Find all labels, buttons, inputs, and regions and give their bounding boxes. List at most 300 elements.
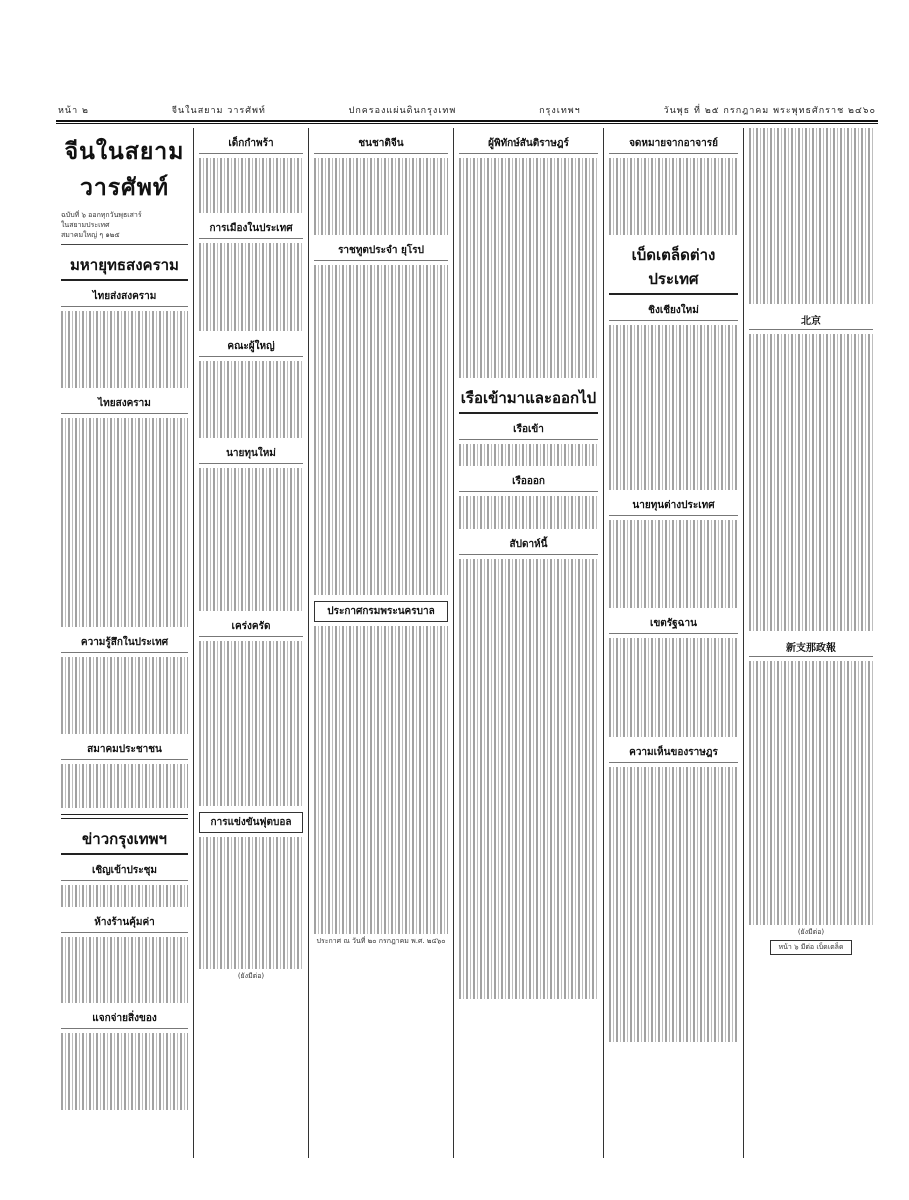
text-line xyxy=(609,693,738,704)
text-line xyxy=(609,586,738,597)
text-line xyxy=(314,802,448,813)
text-line xyxy=(61,594,188,605)
text-line xyxy=(199,468,303,479)
headline-letter: จดหมายจากอาจารย์ xyxy=(609,134,738,154)
text-line xyxy=(459,735,598,746)
text-line xyxy=(459,724,598,735)
text-line xyxy=(199,837,303,848)
text-line xyxy=(749,139,873,150)
text-line xyxy=(199,523,303,534)
text-line xyxy=(459,900,598,911)
text-line xyxy=(609,660,738,671)
text-line xyxy=(61,418,188,429)
text-line xyxy=(459,518,598,529)
text-line xyxy=(609,202,738,213)
text-line xyxy=(459,367,598,378)
text-line xyxy=(314,169,448,180)
text-line xyxy=(609,715,738,726)
text-line xyxy=(314,180,448,191)
text-line xyxy=(314,507,448,518)
text-line xyxy=(314,879,448,890)
text-line xyxy=(314,813,448,824)
text-line xyxy=(61,616,188,627)
text-line xyxy=(749,609,873,620)
text-line xyxy=(61,451,188,462)
text-line xyxy=(609,638,738,649)
headline-strict: เคร่งครัด xyxy=(199,617,303,637)
text-line xyxy=(314,224,448,235)
text-line xyxy=(61,366,188,377)
text-line xyxy=(609,704,738,715)
text-line xyxy=(61,712,188,723)
masthead-sub-3: สมาคมใหญ่ ๆ ๑๒๕ xyxy=(61,231,120,239)
text-line xyxy=(61,440,188,451)
text-line xyxy=(199,361,303,372)
text-line xyxy=(609,921,738,932)
text-line xyxy=(459,312,598,323)
text-line xyxy=(749,760,873,771)
text-line xyxy=(459,158,598,169)
text-line xyxy=(459,988,598,999)
text-line xyxy=(459,356,598,367)
text-line xyxy=(459,570,598,581)
text-line xyxy=(61,1033,188,1044)
divider xyxy=(61,244,188,245)
text-line xyxy=(199,202,303,213)
text-line xyxy=(749,771,873,782)
continued-note-6: (ยังมีต่อ) xyxy=(797,928,825,936)
text-line xyxy=(314,681,448,692)
text-line xyxy=(749,433,873,444)
text-line xyxy=(61,344,188,355)
text-line xyxy=(459,691,598,702)
text-line xyxy=(61,764,188,775)
text-line xyxy=(199,578,303,589)
text-line xyxy=(609,910,738,921)
text-line xyxy=(459,496,598,507)
headline-war: มหายุทธสงคราม xyxy=(61,251,188,281)
subhead-ships-out: เรือออก xyxy=(459,472,598,492)
text-line xyxy=(609,553,738,564)
text-line xyxy=(314,540,448,551)
text-line xyxy=(609,965,738,976)
text-line xyxy=(199,652,303,663)
text-line xyxy=(199,696,303,707)
text-line xyxy=(199,556,303,567)
text-line xyxy=(199,372,303,383)
headline-orphans: เด็กกำพร้า xyxy=(199,134,303,154)
text-line xyxy=(314,725,448,736)
text-line xyxy=(459,581,598,592)
text-line xyxy=(459,911,598,922)
text-line xyxy=(749,345,873,356)
text-line xyxy=(749,727,873,738)
headline-police: ผู้พิทักษ์สันติราษฎร์ xyxy=(459,134,598,154)
text-line xyxy=(749,488,873,499)
text-line xyxy=(459,856,598,867)
text-line xyxy=(609,597,738,608)
masthead-sub-1: ฉบับที่ ๖ ออกทุกวันพุธเสาร์ xyxy=(61,211,142,219)
headline-politics: การเมืองในประเทศ xyxy=(199,219,303,239)
announcement-date: ประกาศ ณ วันที่ ๒๐ กรกฎาคม พ.ศ. ๒๔๖๐ xyxy=(316,937,446,945)
text-line xyxy=(61,561,188,572)
text-line xyxy=(61,948,188,959)
text-line xyxy=(199,925,303,936)
text-line xyxy=(749,249,873,260)
text-line xyxy=(749,150,873,161)
text-line xyxy=(199,663,303,674)
text-line xyxy=(749,804,873,815)
text-line xyxy=(609,1031,738,1042)
text-line xyxy=(749,826,873,837)
text-line xyxy=(749,194,873,205)
text-line xyxy=(314,419,448,430)
text-line xyxy=(749,260,873,271)
text-line xyxy=(459,713,598,724)
text-line xyxy=(61,322,188,333)
top-rule xyxy=(56,120,878,122)
text-line xyxy=(459,202,598,213)
text-line xyxy=(459,614,598,625)
headline-football: การแข่งขันฟุตบอล xyxy=(199,812,303,833)
text-line xyxy=(199,773,303,784)
text-line xyxy=(199,784,303,795)
text-line xyxy=(749,914,873,925)
masthead-sub-2: ในสยามประเทศ xyxy=(61,221,110,229)
text-line xyxy=(61,1099,188,1110)
text-line xyxy=(199,685,303,696)
column-1 xyxy=(56,128,194,1158)
text-line xyxy=(609,391,738,402)
text-line xyxy=(314,562,448,573)
text-line xyxy=(609,413,738,424)
column-3 xyxy=(309,128,454,1158)
text-line xyxy=(199,512,303,523)
text-line xyxy=(61,775,188,786)
text-line xyxy=(459,224,598,235)
text-line xyxy=(199,718,303,729)
text-line xyxy=(314,191,448,202)
text-line xyxy=(199,958,303,969)
text-line xyxy=(749,216,873,227)
masthead-title: จีนในสยามวารศัพท์ xyxy=(64,138,185,201)
text-line xyxy=(749,411,873,422)
text-line xyxy=(609,336,738,347)
text-line xyxy=(314,648,448,659)
text-line xyxy=(459,790,598,801)
text-line xyxy=(749,282,873,293)
text-line xyxy=(61,572,188,583)
text-line xyxy=(609,877,738,888)
continuation-label: หน้า ๖ มีต่อ เบ็ดเตล็ด xyxy=(770,940,853,955)
text-line xyxy=(749,356,873,367)
text-line xyxy=(314,780,448,791)
text-line xyxy=(314,474,448,485)
headline-ships: เรือเข้ามาและออกไป xyxy=(459,384,598,414)
text-line xyxy=(61,657,188,668)
headline-bangkok-news: ข่าวกรุงเทพฯ xyxy=(61,825,188,855)
text-line xyxy=(314,584,448,595)
headline-association: สมาคมประชาชน xyxy=(61,740,188,760)
text-line xyxy=(459,845,598,856)
text-line xyxy=(61,679,188,690)
text-line xyxy=(459,257,598,268)
text-line xyxy=(314,703,448,714)
text-line xyxy=(749,793,873,804)
text-line xyxy=(459,768,598,779)
text-line xyxy=(199,567,303,578)
text-line xyxy=(199,870,303,881)
text-line xyxy=(459,625,598,636)
text-line xyxy=(314,496,448,507)
text-line xyxy=(609,888,738,899)
text-line xyxy=(459,922,598,933)
text-line xyxy=(459,191,598,202)
text-line xyxy=(459,268,598,279)
text-line xyxy=(609,380,738,391)
text-line xyxy=(199,600,303,611)
text-line xyxy=(459,669,598,680)
text-line xyxy=(609,531,738,542)
text-line xyxy=(314,309,448,320)
text-line xyxy=(199,914,303,925)
text-line xyxy=(459,867,598,878)
text-line xyxy=(459,757,598,768)
text-line xyxy=(609,682,738,693)
text-line xyxy=(61,668,188,679)
subhead-ships-in: เรือเข้า xyxy=(459,420,598,440)
text-line xyxy=(749,477,873,488)
text-line xyxy=(314,397,448,408)
text-line xyxy=(314,912,448,923)
text-line xyxy=(749,694,873,705)
text-line xyxy=(199,309,303,320)
text-line xyxy=(459,955,598,966)
text-line xyxy=(61,1044,188,1055)
text-line xyxy=(199,320,303,331)
text-line xyxy=(609,542,738,553)
text-line xyxy=(459,702,598,713)
text-line xyxy=(314,736,448,747)
text-line xyxy=(314,758,448,769)
text-line xyxy=(314,551,448,562)
text-line xyxy=(459,180,598,191)
text-line xyxy=(314,573,448,584)
text-line xyxy=(459,290,598,301)
text-line xyxy=(459,169,598,180)
text-line xyxy=(459,779,598,790)
text-line xyxy=(314,670,448,681)
text-line xyxy=(314,529,448,540)
text-line xyxy=(199,265,303,276)
text-line xyxy=(459,878,598,889)
text-line xyxy=(459,246,598,257)
center-title: ปกครองแผ่นดินกรุงเทพ xyxy=(348,106,457,116)
text-line xyxy=(199,169,303,180)
text-line xyxy=(314,408,448,419)
text-line xyxy=(609,855,738,866)
column-6 xyxy=(744,128,878,1158)
text-line xyxy=(314,386,448,397)
text-line xyxy=(609,833,738,844)
text-line xyxy=(314,901,448,912)
text-line xyxy=(459,213,598,224)
headline-elders: คณะผู้ใหญ่ xyxy=(199,337,303,357)
text-line xyxy=(314,287,448,298)
text-line xyxy=(749,400,873,411)
text-line xyxy=(61,550,188,561)
text-line xyxy=(749,683,873,694)
text-line xyxy=(459,345,598,356)
text-line xyxy=(459,746,598,757)
text-line xyxy=(609,424,738,435)
text-line xyxy=(459,966,598,977)
inline-chinese-beijing: 北京 xyxy=(749,310,873,330)
text-line xyxy=(314,320,448,331)
text-line xyxy=(459,823,598,834)
text-line xyxy=(314,452,448,463)
text-line xyxy=(314,626,448,637)
text-line xyxy=(314,202,448,213)
text-line xyxy=(199,405,303,416)
place: กรุงเทพฯ xyxy=(539,106,581,116)
text-line xyxy=(61,1066,188,1077)
text-line xyxy=(749,172,873,183)
text-line xyxy=(61,506,188,517)
text-line xyxy=(199,947,303,958)
text-line xyxy=(459,801,598,812)
text-line xyxy=(61,701,188,712)
text-line xyxy=(199,383,303,394)
headline-store: ห้างร้านคุ้มค่า xyxy=(61,913,188,933)
text-line xyxy=(314,342,448,353)
text-line xyxy=(199,545,303,556)
text-line xyxy=(61,885,188,896)
text-line xyxy=(749,183,873,194)
text-line xyxy=(609,446,738,457)
text-line xyxy=(61,333,188,344)
text-line xyxy=(314,659,448,670)
text-line xyxy=(749,521,873,532)
text-line xyxy=(199,501,303,512)
text-line xyxy=(314,835,448,846)
text-line xyxy=(459,334,598,345)
text-line xyxy=(199,180,303,191)
text-line xyxy=(314,518,448,529)
text-line xyxy=(199,298,303,309)
text-line xyxy=(459,279,598,290)
headline-ambassador: ราชทูตประจำ ยุโรป xyxy=(314,241,448,261)
text-line xyxy=(609,520,738,531)
text-line xyxy=(609,369,738,380)
text-line xyxy=(314,769,448,780)
text-line xyxy=(61,583,188,594)
text-line xyxy=(61,517,188,528)
text-line xyxy=(459,834,598,845)
text-line xyxy=(199,490,303,501)
text-line xyxy=(314,824,448,835)
text-line xyxy=(609,1009,738,1020)
text-line xyxy=(609,402,738,413)
headline-thai-war: ไทยสงคราม xyxy=(61,394,188,414)
running-head xyxy=(58,102,876,118)
text-line xyxy=(199,936,303,947)
text-line xyxy=(749,128,873,139)
text-line xyxy=(749,422,873,433)
text-line xyxy=(459,444,598,455)
text-line xyxy=(61,484,188,495)
text-line xyxy=(199,416,303,427)
subhead-war: ไทยส่งสงคราม xyxy=(61,287,188,307)
text-line xyxy=(609,954,738,965)
text-line xyxy=(314,331,448,342)
headline-shan: เขตรัฐฉาน xyxy=(609,614,738,634)
text-line xyxy=(609,726,738,737)
text-line xyxy=(749,598,873,609)
subhead-chiangmai: ชิงเชียงใหม่ xyxy=(609,301,738,321)
double-rule xyxy=(61,814,188,819)
text-line xyxy=(199,795,303,806)
text-line xyxy=(199,903,303,914)
text-line xyxy=(459,603,598,614)
text-line xyxy=(199,641,303,652)
text-line xyxy=(199,762,303,773)
text-line xyxy=(609,800,738,811)
text-line xyxy=(459,636,598,647)
text-line xyxy=(749,587,873,598)
text-line xyxy=(314,637,448,648)
text-line xyxy=(61,473,188,484)
text-line xyxy=(749,455,873,466)
text-line xyxy=(459,592,598,603)
text-line xyxy=(609,811,738,822)
text-line xyxy=(749,334,873,345)
text-line xyxy=(61,937,188,948)
text-line xyxy=(314,375,448,386)
text-line xyxy=(199,254,303,265)
text-line xyxy=(199,243,303,254)
text-line xyxy=(314,265,448,276)
text-line xyxy=(61,959,188,970)
text-line xyxy=(749,466,873,477)
text-line xyxy=(459,680,598,691)
text-line xyxy=(459,455,598,466)
text-line xyxy=(609,998,738,1009)
text-line xyxy=(609,191,738,202)
text-line xyxy=(199,881,303,892)
text-line xyxy=(609,976,738,987)
text-line xyxy=(314,276,448,287)
text-line xyxy=(749,554,873,565)
headline-chinese: ชนชาติจีน xyxy=(314,134,448,154)
text-line xyxy=(199,479,303,490)
text-line xyxy=(609,822,738,833)
text-line xyxy=(459,323,598,334)
text-line xyxy=(749,227,873,238)
text-line xyxy=(459,933,598,944)
text-line xyxy=(609,866,738,877)
text-line xyxy=(749,205,873,216)
text-line xyxy=(609,435,738,446)
headline-weekly: สัปดาห์นี้ xyxy=(459,535,598,555)
text-line xyxy=(199,589,303,600)
text-line xyxy=(749,782,873,793)
text-line xyxy=(749,837,873,848)
text-line xyxy=(609,649,738,660)
text-line xyxy=(459,301,598,312)
text-line xyxy=(61,786,188,797)
text-line xyxy=(459,944,598,955)
